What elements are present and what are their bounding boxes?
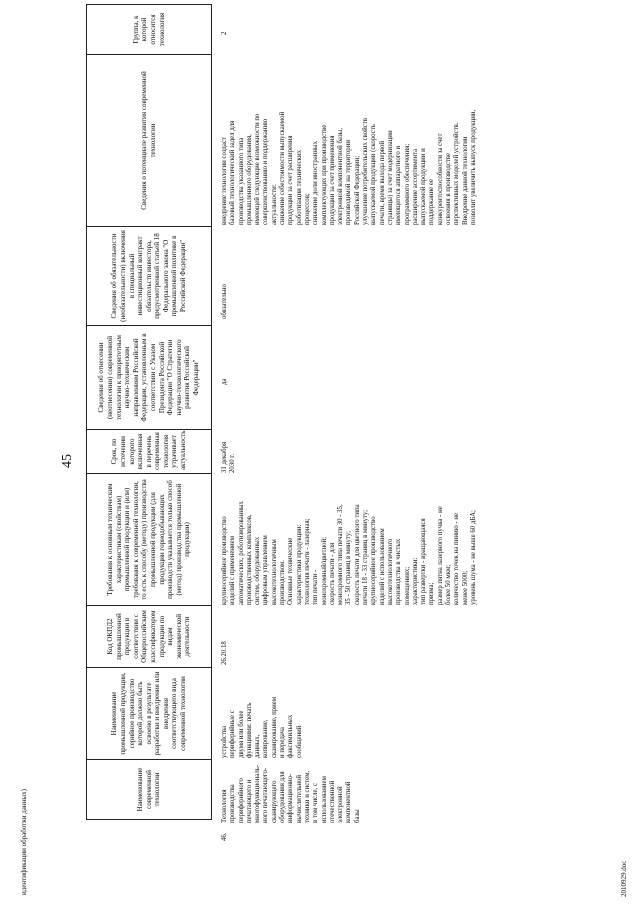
cell-line: 35 - 50 страниц в минуту; [345, 530, 353, 605]
cell-term: 31 декабря 2030 г. [221, 441, 237, 473]
cell-line: производимой на территории [345, 140, 353, 225]
cell-line: базовый технологический задел для [229, 120, 237, 225]
cell-line: скорость печати - для [328, 542, 336, 605]
cell-line: копирование, [262, 719, 270, 758]
cell-line: устройства [221, 725, 228, 758]
cell-line: цифровым управлением [262, 535, 270, 605]
continued-row-label: идентификации обработки данных) [20, 789, 28, 895]
cell-line: тип печати - [312, 569, 320, 605]
cell-line: совершенствованию и поддержанию [262, 118, 270, 225]
cell-line: имеющей следующие возможности по [254, 113, 262, 225]
cell-line: поддержание ее [428, 179, 436, 225]
cell-line: технология печати - лазерная; [303, 518, 311, 605]
page-number: 45 [60, 454, 75, 468]
header-product: Наименование промышленной продукции, серийное производство которой должно быть освоено в результате разработки и внедрения или внедрения соответствующего вида современной технологии [87, 668, 212, 760]
cell-line: информационно- [287, 773, 295, 823]
cell-line: изделий с применением [229, 536, 237, 605]
cell-line: продукции за счет расширения [287, 135, 295, 225]
header-group: Группа, к которой относится технология [87, 5, 212, 55]
cell-line: улучшение потребительских свойств [362, 117, 370, 225]
cell-line: систем, оборудованных [254, 536, 262, 605]
cell-line: электронной [337, 786, 345, 823]
cell-line: факсимильных [287, 714, 295, 758]
row-number: 46. [221, 832, 228, 841]
cell-line: ного печатающего- [262, 767, 270, 823]
cell-line: сообщений [295, 725, 303, 758]
cell-line: скорость печати для цветного типа [353, 504, 361, 605]
cell-line: изделий с использованием [378, 528, 386, 605]
cell-line: страницы) за счет модернизации [386, 130, 394, 225]
cell-line: Технология [221, 789, 228, 823]
cell-line: использованием [320, 776, 328, 823]
cell-line: актуальности: [270, 184, 278, 225]
cell-okpd: 26.20.18 [221, 641, 228, 665]
cell-line: крупносерийное производство [221, 516, 228, 605]
cell-line: роботизации технических [295, 149, 303, 225]
header-term: Срок, по истечении которого включенная в перечень современная технология утрачивает актуальность [87, 430, 212, 474]
cell-line: крупносерийное производство [370, 516, 378, 605]
cell-line: производства [229, 784, 237, 823]
cell-line: тип развертки - вращающаяся [420, 518, 428, 605]
cell-line: периферийные с [229, 710, 237, 758]
header-potential: Сведения о потенциале развития современной технологии [87, 55, 212, 227]
header-obligation: Сведения об обязательности (необязательности) включения в специальный инвестиционный контракт обязательств инвестора, предусмотренной статьей 18 Федерального закона "О промышленной политике в Российской Федерации" [87, 227, 212, 326]
cell-line: Основные технические [287, 537, 295, 605]
cell-product [221, 672, 304, 758]
cell-line: производства указанного типа [237, 137, 245, 225]
cell-line: и передача [279, 727, 287, 758]
cell-line: данных, [254, 734, 262, 758]
header-okpd: Код ОКПД2 промышленной продукции в соответствии с Общероссийским классификатором продукции по видам экономической деятельности [87, 606, 212, 668]
header-requirements: Требования к основным техническим характеристикам (свойствам) промышленной продукции и (или) требования к современной технологии, то есть к способу (методу) производства промышленной продукции (для продукции горнодобывающих производств указывается только способ (метод) производства промышленной продукции) [87, 474, 212, 606]
cell-line: призма; [428, 582, 436, 605]
cell-line: внедрение технологии создаст [221, 137, 228, 225]
cell-priority: да [221, 378, 228, 385]
cell-line: характеристики: [411, 557, 419, 605]
cell-line: выпускаемой продукции (скорость [370, 124, 378, 225]
cell-potential [221, 55, 478, 225]
cell-line: Внедрение данной технологии [461, 136, 469, 225]
header-technology: Наименование современной технологии [87, 760, 212, 820]
cell-line: печатающего и [245, 779, 253, 823]
cell-line: процессов; [303, 193, 311, 225]
header-priority: Сведения об отнесении (неотнесении) современной технологии к приоритетным научно-техническим направлениям Российской Федерации, установленным в соответствии с Указом Президента Российской Федерации "О Стратегии научно-технологического развития Российской Федерации" [87, 326, 212, 430]
cell-line: снижение себестоимости выпускаемой [279, 111, 287, 225]
cell-line: печати 18 - 33 страниц в минуту; [362, 509, 370, 605]
file-footer: 2010929.doc [620, 860, 628, 897]
cell-line: автоматических, роботизированных [237, 501, 245, 605]
cell-line: характеристики продукции: [295, 524, 303, 605]
cell-obligation: обязательно [221, 284, 228, 319]
cell-line: размер пятна лазерного пучка - не [436, 506, 444, 605]
cell-line: количество точек на пинию - не [453, 513, 461, 605]
cell-line: снижение доли иностранных [312, 141, 320, 225]
cell-line: расширение ассортимента [411, 148, 419, 225]
cell-line: помещениях; [403, 566, 411, 605]
cell-line: оборудования для [279, 771, 287, 823]
cell-line: отечественной [328, 780, 336, 823]
cell-line: позволит увеличить выпуск продукции, [469, 109, 477, 225]
cell-line: более 50 мкм; [445, 564, 453, 605]
cell-line: сканирование, прием [270, 696, 278, 758]
cell-line: двумя или более [237, 710, 245, 758]
cell-line: промышленного оборудования, [245, 134, 253, 225]
cell-line: менее 5000; [461, 570, 469, 605]
cell-line: Российской Федерации; [353, 155, 361, 225]
cell-line: в том числе, с [312, 783, 320, 823]
cell-line: монохромного типа печати 30 - 35, [337, 504, 345, 605]
cell-line: техники и систем, [303, 770, 311, 823]
cell-line: высокотехнологичного [386, 538, 394, 605]
cell-line: программного обеспечения; [403, 143, 411, 225]
cell-line: функциями: печать [245, 702, 253, 758]
header-table [86, 4, 212, 820]
cell-line: производством. [279, 560, 287, 605]
cell-line: продукции за счет применения [328, 135, 336, 225]
cell-group: 2 [221, 31, 228, 35]
cell-line: освоения в производстве [445, 152, 453, 225]
cell-line: конкурентоспособности за счет [436, 133, 444, 225]
cell-line: печати, время выхода первой [378, 140, 386, 225]
cell-line: базы [353, 809, 361, 823]
cell-line: многофункциональ- [254, 764, 262, 823]
cell-line: выпускаемой продукции и [420, 148, 428, 225]
cell-requirements [221, 473, 478, 605]
cell-line: компонентной [345, 781, 353, 823]
cell-line: производства в чистых [395, 538, 403, 605]
cell-technology [221, 761, 362, 823]
cell-line: электронной компонентной базы, [337, 128, 345, 225]
cell-line: уровень шума - не выше 60 дБА; [469, 510, 477, 605]
cell-line: монохромный/цветной; [320, 536, 328, 605]
cell-line: периферийного [237, 778, 245, 823]
cell-line: высокотехнологичным [270, 539, 278, 605]
cell-line: перспективных моделей устройств. [453, 122, 461, 225]
cell-line: производственных комплексов, [245, 514, 253, 605]
cell-line: сканирующего [270, 780, 278, 823]
cell-line: имеющегося аппаратного и [395, 145, 403, 225]
cell-line: комплектующих при производстве [320, 124, 328, 225]
cell-line: вычислительной [295, 774, 303, 823]
